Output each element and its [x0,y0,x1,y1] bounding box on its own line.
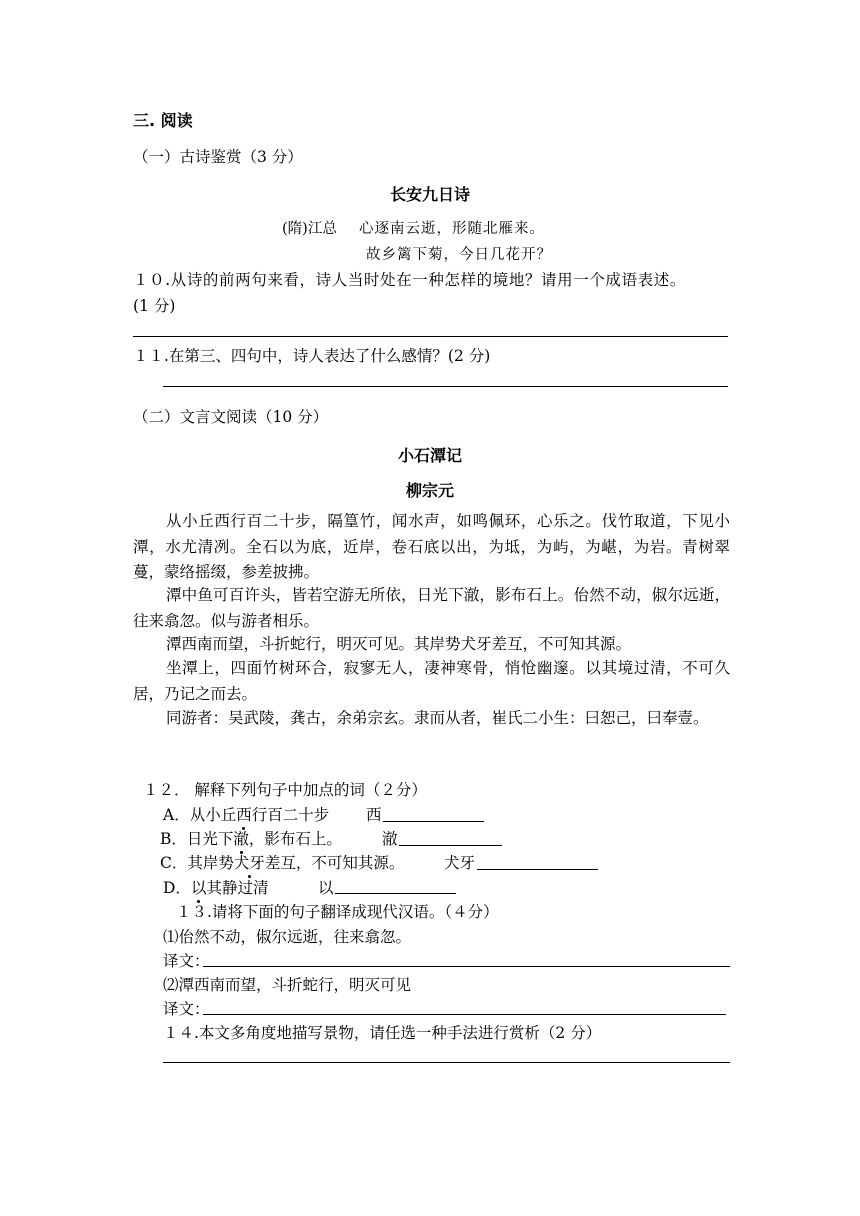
q12-a-label: A． [163,806,190,824]
prose-paragraph: 坐潭上，四面竹树环合，寂寥无人，凄神寒骨，悄怆幽邃。以其境过清，不可久居，乃记之而去。 [133,659,730,703]
q12-b-post: ，影布石上。 [248,830,342,848]
q13-answer-line-1[interactable] [203,966,730,967]
q12-b-word: 澈 [382,830,398,848]
q12-c-pre: 其岸势 [187,854,234,872]
q12-c-dotted-word: 犬牙 [234,851,265,873]
q12-b-pre: 日光下 [186,830,234,848]
question-13: １３.请将下面的句子翻译成现代汉语。（４分） [176,903,499,921]
poem-author: (隋)江总 [282,221,337,237]
q13-yiwen-2: 译文： [163,1000,210,1018]
prose-paragraph: 从小丘西行百二十步，隔篁竹，闻水声，如鸣佩环，心乐之。伐竹取道，下见小潭，水尤清冽。全石以为底，近岸，卷石底以出，为坻，为屿，为嵁，为岩。青树翠蔓，蒙络摇缀，参差披拂。 [133,512,730,581]
prose-author: 柳宗元 [405,481,454,500]
q12-a-answer-line[interactable] [383,821,484,822]
question-11: １１.在第三、四句中，诗人表达了什么感情？(2 分) [133,347,491,365]
q12-a-post: 行百二十步 [251,806,330,824]
q13-sentence-1: ⑴佁然不动，俶尔远逝，往来翕忽。 [163,928,412,946]
q12-a-pre: 从小丘 [189,806,237,824]
prose-title: 小石潭记 [397,446,462,465]
poem-line-1: 心逐南云逝，形随北雁来。 [359,221,545,237]
q12-b-dotted-word: 澈 [233,827,249,849]
prose-paragraph: 同游者：吴武陵，龚古，余弟宗玄。隶而从者，崔氏二小生：曰恕己，曰奉壹。 [166,709,709,727]
section-title: 三. 阅读 [133,111,193,130]
q12-b-label: B． [160,830,187,848]
q12-c-answer-line[interactable] [477,869,598,870]
q12-c-post: 差互，不可知其源。 [264,854,405,872]
question-10-score: (1 分) [133,297,176,315]
q12-c-label: C． [160,854,188,872]
q12-d-word: 以 [318,879,334,897]
q13-yiwen-1: 译文： [163,952,210,970]
prose-paragraph: 潭中鱼可百许头，皆若空游无所依，日光下澈，影布石上。佁然不动，俶尔远逝，往来翕忽。似与游者相乐。 [133,586,730,630]
part2-heading: （二）文言文阅读（10 分） [133,408,329,426]
question-12: １２． 解释下列句子中加点的词（２分） [143,781,427,799]
q12-c-word: 犬牙 [444,854,476,872]
question-10: １０.从诗的前两句来看，诗人当时处在一种怎样的境地？请用一个成语表述。 [133,271,686,289]
part1-heading: （一）古诗鉴赏（3 分） [133,148,303,166]
q12-d-dotted-word: 以 [191,876,207,898]
q12-d-label: D． [163,879,191,897]
q12-d-post: 其静过清 [206,879,269,897]
answer-line-10[interactable] [133,336,728,337]
answer-line-14[interactable] [163,1062,730,1063]
q13-sentence-2: ⑵潭西南而望，斗折蛇行，明灭可见 [163,976,412,994]
q12-option-a [163,803,329,825]
poem-line-2: 故乡篱下菊，今日几花开？ [366,247,552,263]
q13-answer-line-2[interactable] [203,1014,726,1015]
q12-d-answer-line[interactable] [335,893,456,894]
poem-title: 长安九日诗 [389,185,470,204]
q12-b-answer-line[interactable] [399,845,502,846]
answer-line-11[interactable] [163,386,728,387]
q12-option-d [163,876,268,898]
q12-option-c [160,851,404,873]
q12-a-word: 西 [366,806,382,824]
question-14: １４.本文多角度地描写景物，请任选一种手法进行赏析（2 分） [163,1024,602,1042]
prose-paragraph: 潭西南而望，斗折蛇行，明灭可见。其岸势犬牙差互，不可知其源。 [166,635,632,653]
q12-a-dotted-word: 西 [236,803,252,825]
q12-option-b [160,827,342,849]
